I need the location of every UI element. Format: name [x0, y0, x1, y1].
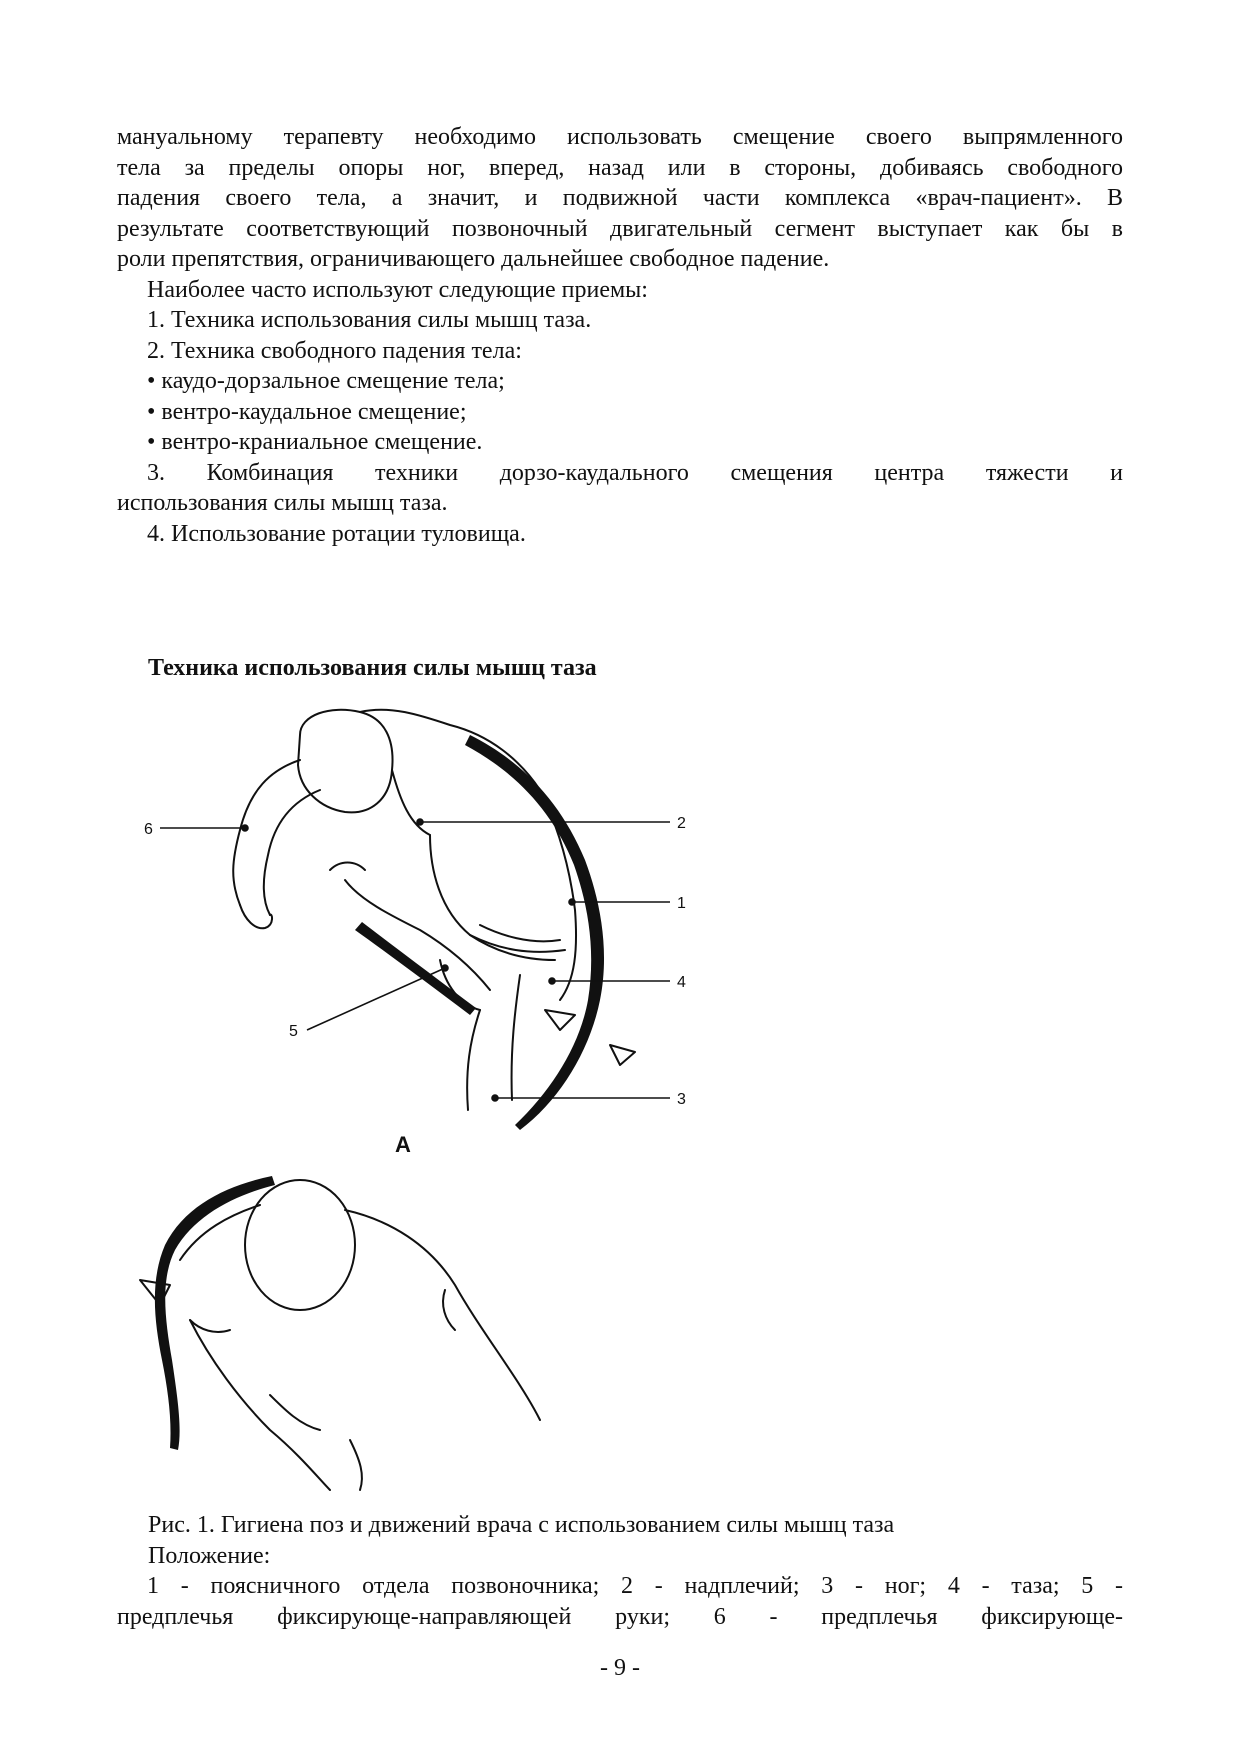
marker-4: 4 [677, 974, 686, 991]
list-item-1: 1. Техника использования силы мышц таза. [147, 307, 592, 333]
intro-line: роли препятствия, ограничивающего дальнейшее свободное падение. [117, 246, 830, 272]
legend-line: 1 - поясничного отдела позвоночника; 2 - надплечий; 3 - ног; 4 - таза; 5 - [147, 1573, 1123, 1599]
position-label: Положение: [148, 1542, 271, 1569]
intro-line: тела за пределы опоры ног, вперед, назад или в стороны, добиваясь свободного [117, 154, 1123, 181]
marker-6: 6 [144, 821, 153, 838]
figure-a-callouts [160, 819, 670, 1101]
figure-a-drawing [233, 710, 635, 1110]
bullet-item: • вентро-краниальное смещение. [147, 429, 483, 455]
marker-5: 5 [289, 1023, 298, 1040]
figure-b-drawing [140, 1180, 540, 1490]
forearm-emphasis-a [355, 922, 476, 1015]
page-number: - 9 - [600, 1655, 640, 1681]
marker-3: 3 [677, 1091, 686, 1108]
figure-caption [148, 1510, 894, 1571]
list-intro: Наиболее часто используют следующие приемы: [147, 276, 648, 303]
list-item-4: 4. Использование ротации туловища. [147, 520, 526, 547]
intro-line: мануальному терапевту необходимо использовать смещение своего выпрямленного [117, 124, 1123, 150]
marker-1: 1 [677, 895, 686, 912]
bullet-item: • вентро-каудальное смещение; [147, 398, 467, 425]
intro-paragraph [117, 122, 1123, 549]
bullet-item: • каудо-дорзальное смещение тела; [147, 368, 505, 394]
list-item-2: 2. Техника свободного падения тела: [147, 337, 522, 364]
intro-line: результате соответствующий позвоночный двигательный сегмент выступает как бы в [117, 215, 1123, 242]
spine-emphasis-b [155, 1176, 275, 1450]
caption-text: Рис. 1. Гигиена поз и движений врача с использованием силы мышц таза [148, 1512, 895, 1538]
list-item-3: 3. Комбинация техники дорзо-каудального смещения центра тяжести и [147, 459, 1123, 486]
list-item-3-continuation: использования силы мышц таза. [117, 490, 448, 516]
figure-legend [117, 1571, 1123, 1632]
figure-markers [144, 815, 686, 1108]
figure-a-label: А [395, 1132, 411, 1157]
section-heading: Техника использования силы мышц таза [148, 655, 597, 681]
marker-2: 2 [677, 815, 686, 832]
intro-line: падения своего тела, а значит, и подвижной части комплекса «врач-пациент». В [117, 185, 1123, 211]
spine-emphasis-a [465, 735, 604, 1130]
legend-line: предплечья фиксирующе-направляющей руки; 6 - предплечья фиксирующе- [117, 1603, 1123, 1630]
